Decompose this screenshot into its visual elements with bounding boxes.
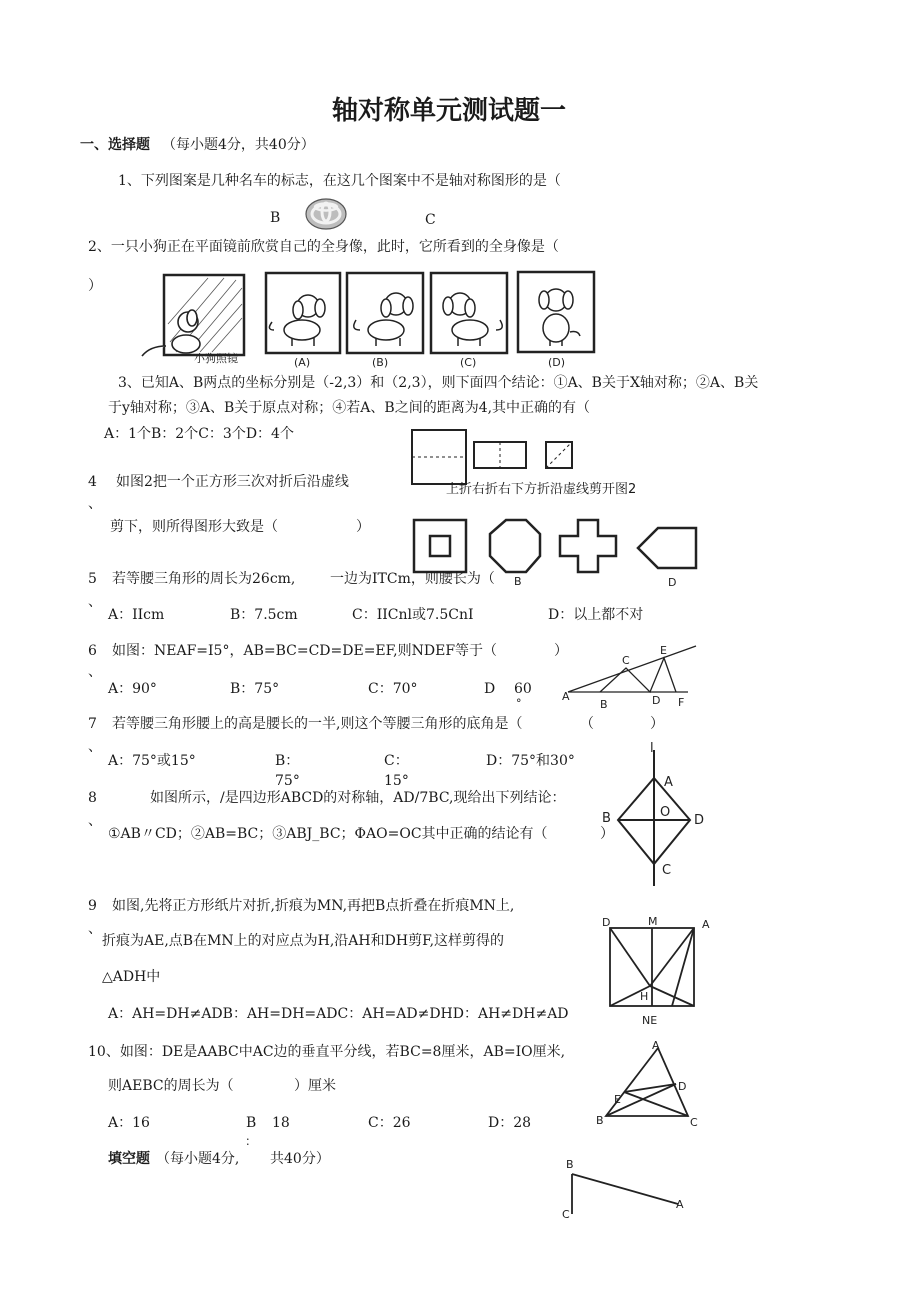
q7-option-c-value: 15° [384, 773, 409, 789]
q4-figure-caption: 上折右折右下方折沿虚线剪开图2 [446, 482, 637, 497]
question-9-line1: 如图,先将正方形纸片对折,折痕为MN,再把B点折叠在折痕MN上, [112, 898, 515, 914]
q5-option-a: A：IIcm [108, 607, 165, 623]
question-8-line1: 如图所示，/是四边形ABCD的对称轴，AD/7BC,现给出下列结论： [150, 790, 566, 806]
svg-text:D: D [694, 813, 705, 828]
svg-text:B: B [566, 1158, 574, 1171]
page-title: 轴对称单元测试题一 [332, 96, 567, 126]
question-9-line2: 折痕为AE,点B在MN上的对应点为H,沿AH和DH剪F,这样剪得的 [102, 933, 505, 949]
question-3-line2: 于y轴对称；③A、B关于原点对称；④若A、B之间的距离为4,其中正确的有（ [108, 400, 591, 416]
section2-note2: 共40分） [270, 1151, 330, 1167]
q7-option-b: B： [275, 753, 300, 769]
svg-text:C: C [662, 863, 672, 878]
svg-text:F: F [678, 696, 685, 709]
q10-option-b-value: 18 [272, 1115, 290, 1131]
q6-close-paren: ） [554, 643, 568, 659]
q8-mark: 、 [88, 813, 102, 829]
q7-number: 7 [88, 716, 97, 732]
q7-option-b-value: 75° [275, 773, 300, 789]
zigzag-angle-figure [560, 640, 700, 712]
q6-mark: 、 [88, 664, 102, 680]
q6-option-d: D [484, 681, 496, 697]
q1-option-b: B [270, 210, 281, 226]
q6-option-d-value: 60 [514, 681, 532, 697]
square-fold-figure [596, 914, 714, 1028]
q5-option-b: B：7.5cm [230, 607, 298, 623]
svg-text:NE: NE [642, 1014, 658, 1027]
question-10-line2-end: ）厘米 [294, 1078, 336, 1094]
svg-text:E: E [660, 644, 667, 657]
q1-option-c: C [425, 212, 436, 228]
svg-text:C: C [690, 1116, 698, 1129]
svg-text:M: M [648, 915, 658, 928]
svg-text:E: E [614, 1093, 621, 1106]
question-1-text: 1、下列图案是几种名车的标志，在这几个图案中不是轴对称图形的是（ [118, 173, 561, 189]
dog-option-d [516, 270, 598, 368]
svg-text:C: C [562, 1208, 570, 1221]
question-4-line1: 如图2把一个正方形三次对折后沿虚线 [116, 474, 349, 490]
q7-mark: 、 [88, 739, 102, 755]
dog-option-c [430, 272, 510, 368]
q7-option-c: C： [384, 753, 409, 769]
svg-text:D: D [678, 1080, 687, 1093]
q5-number: 5 [88, 571, 97, 587]
q4-label-d: D [668, 576, 677, 589]
q10-option-b: B [246, 1115, 257, 1131]
question-9-line3: △ADH中 [102, 969, 161, 985]
folding-steps-figure [410, 428, 580, 476]
svg-text:A: A [702, 918, 710, 931]
svg-text:(A): (A) [294, 356, 311, 369]
q7-option-a: A：75°或15° [108, 753, 196, 769]
question-5-text2: 一边为ITCm，则腰长为（ [330, 571, 495, 587]
question-2-text: 2、一只小狗正在平面镜前欣赏自己的全身像，此时，它所看到的全身像是（ [88, 239, 559, 255]
section-heading: 一、选择题 [80, 137, 150, 153]
q7-paren: （ ） [580, 716, 664, 732]
q6-option-b: B：75° [230, 681, 280, 697]
q7-option-d: D：75°和30° [486, 753, 575, 769]
svg-text:(C): (C) [460, 356, 477, 369]
question-10-line1: 10、如图：DE是AABC中AC边的垂直平分线，若BC=8厘米，AB=IO厘米, [88, 1044, 566, 1060]
svg-text:D: D [652, 694, 661, 707]
q10-option-d: D：28 [488, 1115, 532, 1131]
toyota-logo-icon [304, 196, 348, 232]
q3-options: A：1个B：2个C：3个D：4个 [104, 426, 294, 442]
dog-option-b [346, 272, 426, 368]
section-note: （每小题4分，共40分） [162, 137, 315, 153]
section2-note: （每小题4分, [156, 1151, 240, 1167]
question-5-text: 若等腰三角形的周长为26cm, [112, 571, 296, 587]
q10-option-a: A：16 [108, 1115, 150, 1131]
question-10-line2: 则AEBC的周长为（ [108, 1078, 234, 1094]
svg-text:l: l [650, 741, 654, 756]
q5-option-c: C：IICnl或7.5CnI [352, 607, 474, 623]
q8-close-paren: ） [600, 826, 614, 842]
svg-text:(D): (D) [548, 356, 566, 369]
question-7-text: 若等腰三角形腰上的高是腰长的一半,则这个等腰三角形的底角是（ [112, 716, 523, 732]
q10-option-b-colon: ： [245, 1134, 258, 1148]
svg-text:A: A [676, 1198, 684, 1211]
q6-number: 6 [88, 643, 97, 659]
section2-heading: 填空题 [108, 1151, 150, 1167]
dog-mirror-figure [136, 272, 248, 368]
svg-text:A: A [562, 690, 570, 703]
q5-option-d: D：以上都不对 [548, 607, 644, 623]
dog-option-a [262, 272, 342, 368]
svg-text:(B): (B) [372, 356, 389, 369]
svg-text:D: D [602, 916, 611, 929]
q5-mark: 、 [88, 594, 102, 610]
q4-mark: 、 [88, 496, 102, 512]
svg-text:A: A [664, 775, 673, 790]
svg-text:B: B [596, 1114, 604, 1127]
q9-number: 9 [88, 898, 97, 914]
q9-options: A：AH=DH≠ADB：AH=DH=ADC：AH=AD≠DHD：AH≠DH≠AD [108, 1006, 569, 1022]
mirror-caption: 小狗照镜 [194, 352, 238, 365]
q4-number: 4 [88, 474, 97, 490]
q4-label-b: B [514, 575, 522, 588]
kite-symmetry-figure [598, 742, 710, 888]
q6-option-d-degree: ° [516, 697, 522, 710]
q4-close-paren: ） [356, 519, 370, 535]
right-triangle-figure [560, 1158, 690, 1221]
svg-text:H: H [640, 990, 649, 1003]
perpendicular-bisector-figure [592, 1040, 704, 1130]
question-3-line1: 3、已知A、B两点的坐标分别是（-2,3）和（2,3），则下面四个结论：①A、B关于X轴对称；②A、B关 [118, 375, 759, 391]
q2-close-paren: ） [88, 278, 102, 294]
question-6-text: 如图：NEAF=I5°，AB=BC=CD=DE=EF,则NDEF等于（ [112, 643, 498, 659]
svg-text:C: C [622, 654, 630, 667]
svg-text:B: B [602, 811, 611, 826]
svg-text:O: O [660, 805, 671, 820]
svg-text:B: B [600, 698, 608, 711]
svg-text:A: A [652, 1039, 660, 1052]
q6-option-c: C：70° [368, 681, 418, 697]
question-4-line2: 剪下，则所得图形大致是（ [110, 519, 278, 535]
question-8-line2: ①AB〃CD；②AB=BC；③ABJ_BC；ΦAO=OC其中正确的结论有（ [108, 826, 548, 842]
q8-number: 8 [88, 790, 97, 806]
q10-option-c: C：26 [368, 1115, 411, 1131]
q9-mark: 、 [88, 921, 102, 937]
q6-option-a: A：90° [108, 681, 157, 697]
